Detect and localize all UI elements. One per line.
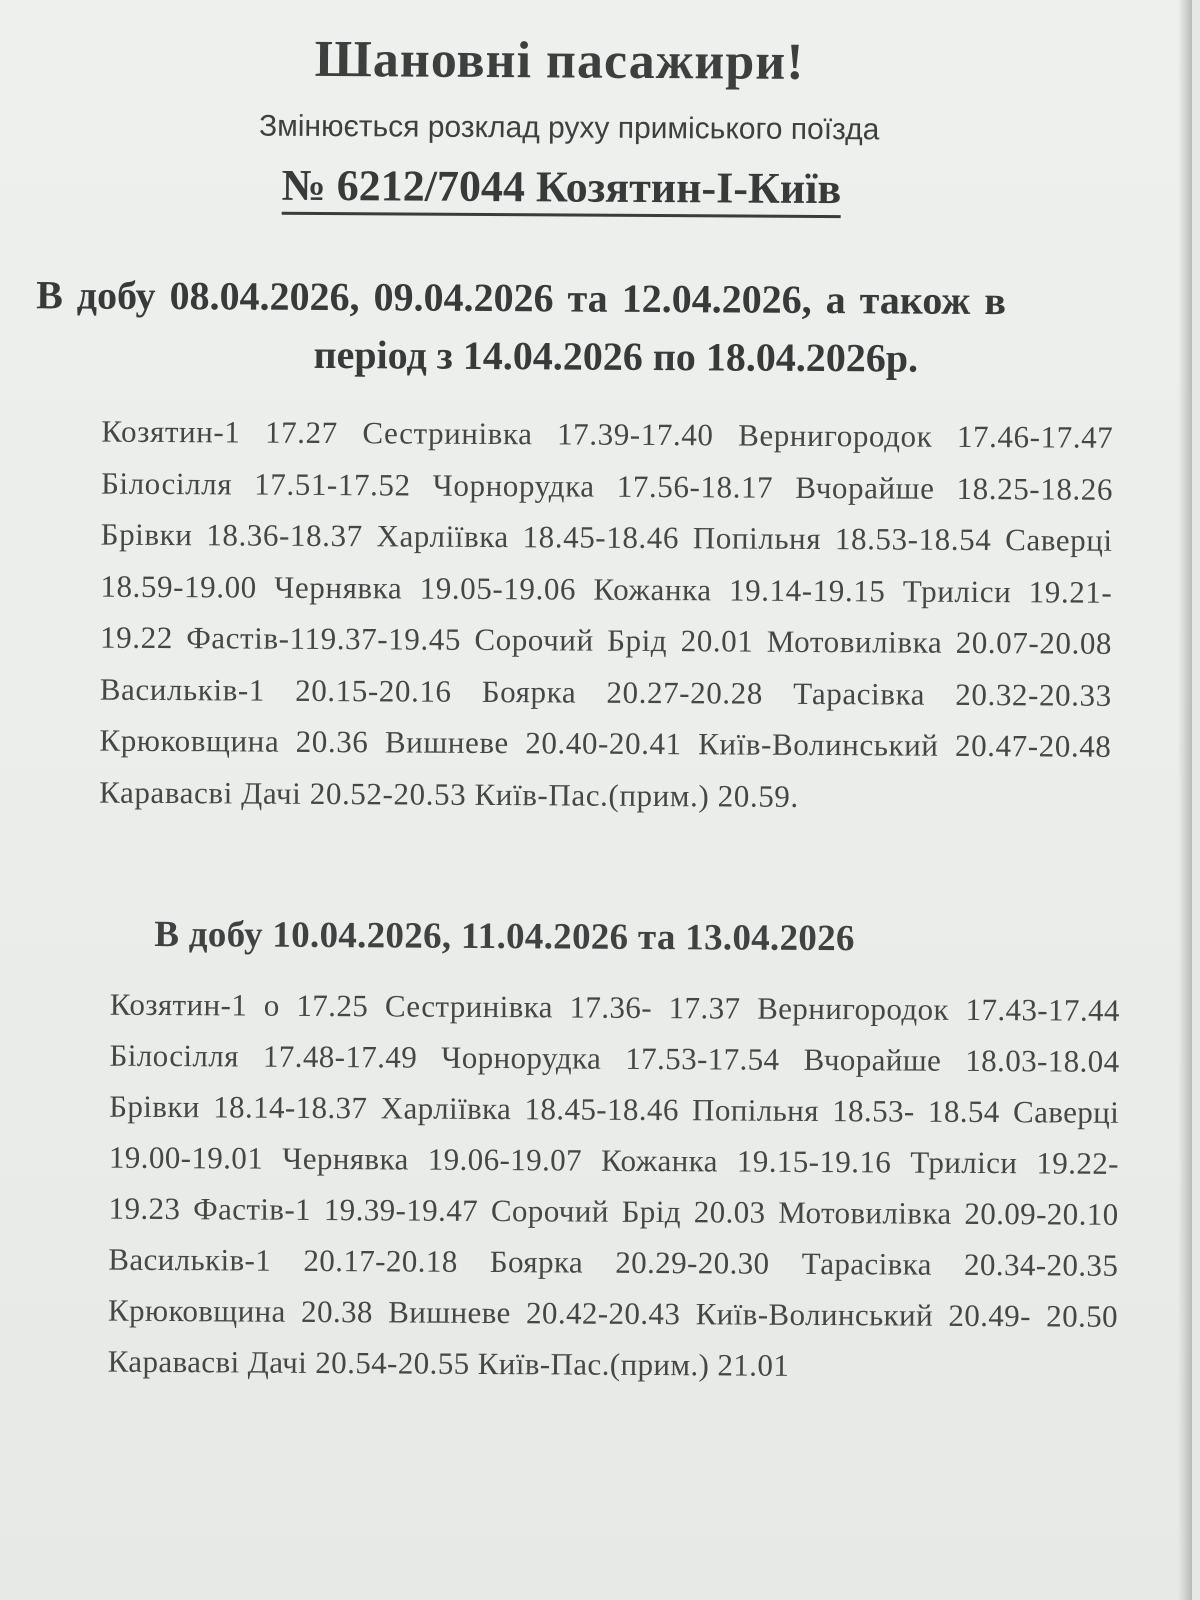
notice-title: Шановні пасажири! (314, 30, 805, 91)
period-heading-1 (36, 266, 1117, 389)
period-heading-1-line2: період з 14.04.2026 по 18.04.2026р. (313, 331, 919, 381)
schedule-text-2: Козятин-1 о 17.25 Сестринівка 17.36- 17.37 Вернигородок 17.43-17.44 Білосілля 17.48-17.49 Чорнорудка 17.53-17.54 Вчорайше 18.03-18.04 Брівки 18.14-18.37 Харліївка 18.45-18.46 Попільня 18.53- 18.54 Саверці 19.00-19.01 Чернявка 19.06-19.07 Кожанка 19.15-19.16 Триліси 19.22-19.23 Фастів-1 19.39-19.47 Сорочий Брід 20.03 Мотовилівка 20.09-20.10 Васильків-1 20.17-20.18 Боярка 20.29-20.30 Тарасівка 20.34-20.35 Крюковщина 20.38 Вишневе 20.42-20.43 Київ-Волинський 20.49- 20.50 Каравасві Дачі 20.54-20.55 Київ-Пас.(прим.) 21.01 (107, 986, 1120, 1383)
train-number-heading (0, 158, 1124, 216)
paper-edge-shadow (1178, 0, 1192, 1600)
period-heading-1-line1: В добу 08.04.2026, 09.04.2026 та 12.04.2026, а також в (36, 272, 1007, 324)
period-heading-2: В добу 10.04.2026, 11.04.2026 та 13.04.2026 (154, 913, 855, 960)
schedule-text-1: Козятин-1 17.27 Сестринівка 17.39-17.40 Вернигородок 17.46-17.47 Білосілля 17.51-17.52 Чорнорудка 17.56-18.17 Вчорайше 18.25-18.26 Брівки 18.36-18.37 Харліївка 18.45-18.46 Попільня 18.53-18.54 Саверці 18.59-19.00 Чернявка 19.05-19.06 Кожанка 19.14-19.15 Триліси 19.21-19.22 Фастів-119.37-19.45 Сорочий Брід 20.01 Мотовилівка 20.07-20.08 Васильків-1 20.15-20.16 Боярка 20.27-20.28 Тарасівка 20.32-20.33 Крюковщина 20.36 Вишневе 20.40-20.41 Київ-Волинський 20.47-20.48 Каравасві Дачі 20.52-20.53 Київ-Пас.(прим.) 20.59. (99, 413, 1114, 814)
notice-subtitle: Змінюється розклад руху приміського поїзда (258, 109, 880, 147)
train-number-text: № 6212/7044 Козятин-І-Київ (281, 161, 841, 218)
